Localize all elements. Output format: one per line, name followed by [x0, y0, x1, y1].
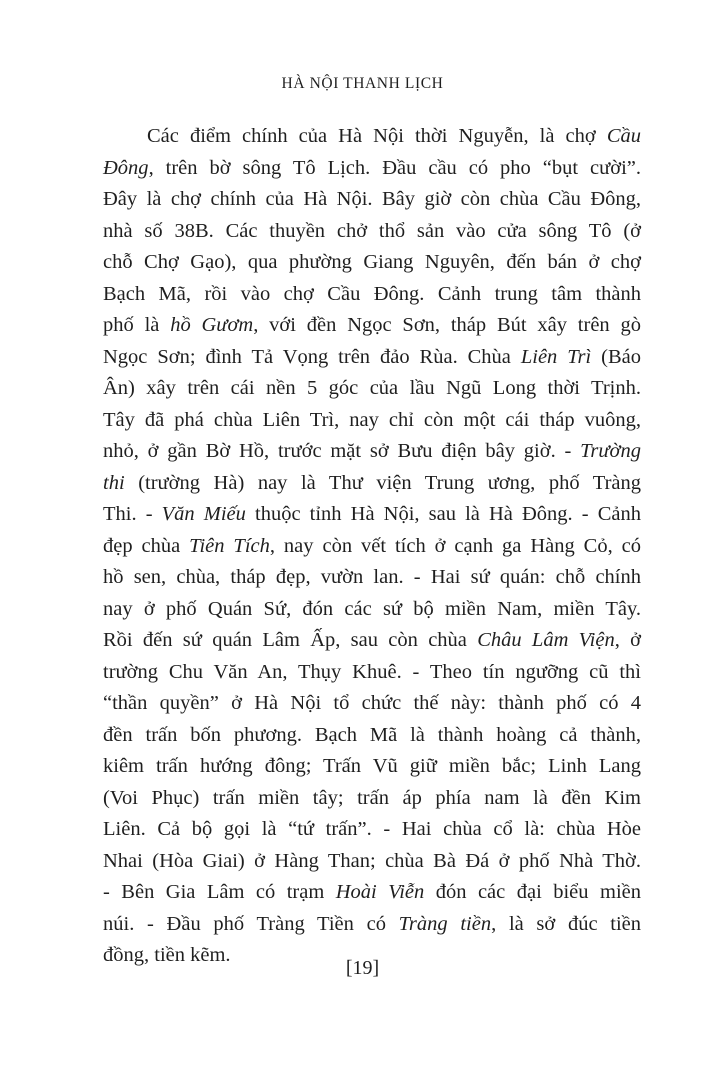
text-line [103, 310, 641, 342]
text-run: đồng, tiền kẽm. [103, 944, 231, 966]
text-line [103, 594, 641, 626]
text-line [103, 499, 641, 531]
text-run: núi. - Đầu phố Tràng Tiền có [103, 912, 399, 935]
text-run: Bạch Mã, rồi vào chợ Cầu Đông. Cảnh trung tâm thành [103, 282, 641, 305]
text-line [103, 877, 641, 909]
text-line [103, 751, 641, 783]
italic-term: hồ Gươm [170, 314, 254, 336]
italic-term: Cầu [606, 125, 641, 147]
italic-term: Tiên Tích [189, 534, 270, 557]
text-run: đền trấn bốn phương. Bạch Mã là thành hoàng cả thành, [103, 723, 641, 746]
text-line [103, 846, 641, 878]
body-paragraph [103, 121, 641, 972]
text-line [103, 468, 641, 500]
text-run: , là sở đúc tiền [491, 912, 641, 935]
text-line [103, 436, 641, 468]
text-line [103, 814, 641, 846]
text-run: hồ sen, chùa, tháp đẹp, vườn lan. - Hai sứ quán: chỗ chính [103, 566, 641, 588]
text-run: “thần quyền” ở Hà Nội tổ chức thế này: thành phố có 4 [103, 692, 641, 714]
italic-term: Liên Trì [520, 345, 592, 368]
page-number: [19] [345, 957, 380, 979]
text-line [103, 184, 641, 216]
text-run: Tây đã phá chùa Liên Trì, nay chỉ còn một cái tháp vuông, [103, 408, 641, 431]
text-line [103, 562, 641, 594]
text-run: , ở [614, 629, 641, 651]
text-run: , trên bờ sông Tô Lịch. Đầu cầu có pho “bụt cười”. [148, 156, 641, 179]
text-run: , nay còn vết tích ở cạnh ga Hàng Cỏ, có [269, 534, 642, 557]
text-run: Nhai (Hòa Giai) ở Hàng Than; chùa Bà Đá ở phố Nhà Thờ. [103, 849, 641, 872]
text-run: chỗ Chợ Gạo), qua phường Giang Nguyên, đến bán ở chợ [103, 251, 641, 273]
text-run: nhỏ, ở gần Bờ Hồ, trước mặt sở Bưu điện bây giờ. - [103, 440, 581, 462]
text-line [103, 342, 641, 374]
text-run: , với đền Ngọc Sơn, tháp Bút xây trên gò [253, 314, 641, 336]
text-line [103, 720, 641, 752]
text-run: (Voi Phục) trấn miền tây; trấn áp phía nam là đền Kim [103, 786, 641, 809]
text-run: (trường Hà) nay là Thư viện Trung ương, phố Tràng [124, 471, 641, 494]
text-line [103, 531, 641, 563]
text-run: nay ở phố Quán Sứ, đón các sứ bộ miền Nam, miền Tây. [103, 597, 641, 620]
text-run: - Bên Gia Lâm có trạm [103, 881, 336, 903]
text-run: trường Chu Văn An, Thụy Khuê. - Theo tín ngưỡng cũ thì [103, 660, 641, 683]
text-run: Ân) xây trên cái nền 5 góc của lầu Ngũ Long thời Trịnh. [103, 377, 641, 399]
italic-term: Trường [580, 440, 641, 462]
italic-term: Tràng tiền [398, 912, 492, 935]
text-run: phố là [103, 314, 171, 336]
text-run: Rồi đến sứ quán Lâm Ấp, sau còn chùa [103, 629, 478, 651]
text-line [103, 279, 641, 311]
text-run: Liên. Cả bộ gọi là “tứ trấn”. - Hai chùa cổ là: chùa Hòe [103, 818, 641, 840]
text-run: nhà số 38B. Các thuyền chở thổ sản vào cửa sông Tô (ở [103, 219, 641, 242]
text-line [103, 121, 641, 153]
text-line [103, 783, 641, 815]
text-line [103, 657, 641, 689]
italic-term: Hoài Viễn [335, 881, 425, 903]
text-run: đón các đại biểu miền [424, 881, 641, 903]
text-run: đẹp chùa [103, 534, 190, 557]
italic-term: Văn Miếu [161, 503, 246, 525]
text-line [103, 373, 641, 405]
text-run: (Báo [591, 345, 641, 368]
italic-term: Châu Lâm Viện [477, 629, 615, 651]
text-line [103, 153, 641, 185]
text-run: Thi. - [103, 503, 162, 525]
text-line [103, 216, 641, 248]
text-line [103, 625, 641, 657]
text-run: kiêm trấn hướng đông; Trấn Vũ giữ miền bắc; Linh Lang [103, 755, 641, 777]
text-run: Đây là chợ chính của Hà Nội. Bây giờ còn chùa Cầu Đông, [103, 188, 641, 210]
text-line [103, 405, 641, 437]
running-head: HÀ NỘI THANH LỊCH [281, 75, 444, 92]
text-line [103, 909, 641, 941]
paragraph [103, 121, 641, 972]
text-run: thuộc tỉnh Hà Nội, sau là Hà Đông. - Cảnh [245, 503, 641, 525]
text-line [103, 688, 641, 720]
text-run: Các điểm chính của Hà Nội thời Nguyễn, là chợ [147, 125, 607, 147]
text-line [103, 247, 641, 279]
italic-term: thi [103, 471, 125, 494]
italic-term: Đông [103, 156, 149, 179]
text-run: Ngọc Sơn; đình Tả Vọng trên đảo Rùa. Chùa [103, 345, 521, 368]
